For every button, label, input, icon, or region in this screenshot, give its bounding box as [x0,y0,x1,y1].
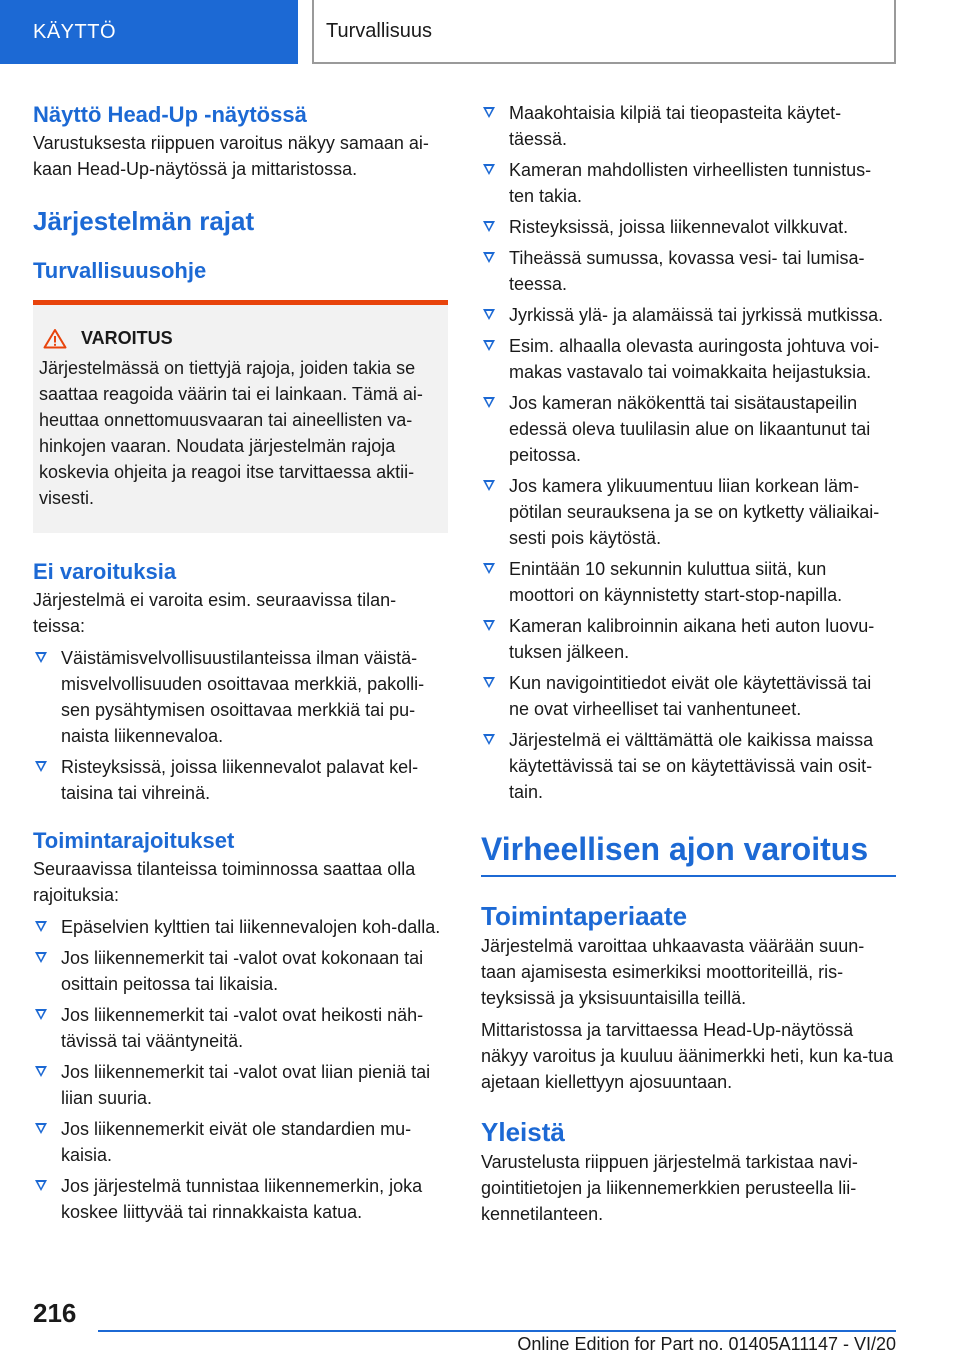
paragraph-no-warnings: Järjestelmä ei varoita esim. seuraavissa tilan-teissa: [33,590,397,636]
warning-box [33,300,448,533]
list-item [481,727,896,805]
list-item [33,914,448,940]
heading-general: Yleistä [481,1117,565,1147]
triangle-bullet-icon [35,761,47,772]
heading-principle: Toimintaperiaate [481,901,688,931]
triangle-bullet-icon [483,221,495,232]
triangle-bullet-icon [483,309,495,320]
list-item-text: Jyrkissä ylä- ja alamäissä tai jyrkissä mutkissa. [509,305,884,325]
list-item [481,245,896,297]
list-item-text: Jos liikennemerkit tai -valot ovat heikosti näh-tävissä tai vääntyneitä. [61,1005,424,1051]
list-item [481,302,896,328]
list-item-text: Järjestelmä ei välttämättä ole kaikissa maissa käytettävissä tai se on käytettävissä vain osit-tain. [509,730,874,802]
page-number: 216 [33,1298,77,1328]
triangle-bullet-icon [483,563,495,574]
list-item-text: Tiheässä sumussa, kovassa vesi- tai lumisa-teessa. [509,248,865,294]
list-item-text: Risteyksissä, joissa liikennevalot palavat kel-taisina tai vihreinä. [61,757,419,803]
list-item [481,214,896,240]
list-item-text: Jos liikennemerkit tai -valot ovat kokonaan tai osittain peitossa tai likaisia. [61,948,424,994]
list-item-text: Maakohtaisia kilpiä tai tieopasteita käytet-täessä. [509,103,842,149]
heading-safety-note: Turvallisuusohje [33,258,207,283]
paragraph-headup: Varustuksesta riippuen varoitus näkyy samaan ai-kaan Head-Up-näytössä ja mittaristossa. [33,133,429,179]
list-item-text: Jos kameran näkökenttä tai sisätaustapeilin edessä oleva tuulilasin alue on likaantunut tai peitossa. [509,393,871,465]
list-item [481,670,896,722]
list-item [33,945,448,997]
heading-function-limits: Toimintarajoitukset [33,828,235,853]
header-chapter-tab: Turvallisuus [312,0,896,64]
triangle-bullet-icon [483,480,495,491]
triangle-bullet-icon [483,734,495,745]
heading-headup-display: Näyttö Head-Up -näytössä [33,102,307,127]
heading-system-limits: Järjestelmän rajat [33,206,255,236]
no-warnings-list [33,645,448,806]
triangle-bullet-icon [483,397,495,408]
function-limits-list-continued [481,100,896,805]
triangle-bullet-icon [35,1180,47,1191]
list-item [33,1116,448,1168]
list-item [481,390,896,468]
list-item-text: Väistämisvelvollisuustilanteissa ilman väistä-misvelvollisuuden osoittavaa merkkiä, pakolli-sen pysähtymisen osoittavaa merkkiä tai pu-naista liikennevaloa. [61,648,425,746]
warning-title [39,325,440,351]
list-item [33,1002,448,1054]
list-item [481,100,896,152]
heading-wrong-way-warning: Virheellisen ajon varoitus [481,831,869,867]
paragraph-principle-2: Mittaristossa ja tarvittaessa Head-Up-näytössä näkyy varoitus ja kuuluu äänimerkki heti, kun ka-tua ajetaan kiellettyyn ajosuuntaan. [481,1020,894,1092]
warning-text: Järjestelmässä on tiettyjä rajoja, joiden takia se saattaa reagoida väärin tai ei lainkaan. Tämä ai-heuttaa onnettomuusvaaran tai aineellisten va-hinkojen vaaran. Noudata järjestelmän rajoja koskevia ohjeita ja reagoi itse tarvittaessa aktii-visesti. [39,358,423,508]
triangle-bullet-icon [483,677,495,688]
edition-note: Online Edition for Part no. 01405A11147 - VI/20 [517,1334,896,1354]
triangle-bullet-icon [35,921,47,932]
list-item-text: Jos järjestelmä tunnistaa liikennemerkin, joka koskee liittyvää tai rinnakkaista katua. [61,1176,423,1222]
list-item-text: Esim. alhaalla olevasta auringosta johtuva voi-makas vastavalo tai voimakkaita heijastuksia. [509,336,880,382]
triangle-bullet-icon [35,652,47,663]
section-divider [481,875,896,877]
list-item [33,1059,448,1111]
list-item-text: Jos kamera ylikuumentuu liian korkean läm-pötilan seurauksena ja se on kytketty väliaikai-sesti pois käytöstä. [509,476,880,548]
triangle-bullet-icon [483,107,495,118]
list-item-text: Kun navigointitiedot eivät ole käytettävissä tai ne ovat virheelliset tai vanhentuneet. [509,673,872,719]
list-item-text: Jos liikennemerkit eivät ole standardien mu-kaisia. [61,1119,412,1165]
left-column [33,100,448,1230]
warning-triangle-icon [43,328,67,349]
header-section-tab: KÄYTTÖ [0,0,298,64]
warning-title-text: VAROITUS [81,328,173,348]
list-item-text: Epäselvien kylttien tai liikennevalojen koh-dalla. [61,917,441,937]
list-item-text: Risteyksissä, joissa liikennevalot vilkkuvat. [509,217,849,237]
triangle-bullet-icon [35,1066,47,1077]
triangle-bullet-icon [483,620,495,631]
list-item [481,333,896,385]
list-item-text: Kameran kalibroinnin aikana heti auton luovu-tuksen jälkeen. [509,616,875,662]
triangle-bullet-icon [483,340,495,351]
list-item [33,754,448,806]
list-item [481,613,896,665]
function-limits-list [33,914,448,1225]
paragraph-function-limits: Seuraavissa tilanteissa toiminnossa saattaa olla rajoituksia: [33,859,416,905]
paragraph-principle-1: Järjestelmä varoittaa uhkaavasta väärään suun-taan ajamisesta esimerkiksi moottoriteillä, ris-teyksissä ja yksisuuntaisilla teillä. [481,936,865,1008]
list-item-text: Kameran mahdollisten virheellisten tunnistus-ten takia. [509,160,872,206]
triangle-bullet-icon [483,164,495,175]
heading-no-warnings: Ei varoituksia [33,559,177,584]
list-item [481,473,896,551]
footer-divider [98,1330,896,1332]
triangle-bullet-icon [35,952,47,963]
list-item [33,1173,448,1225]
triangle-bullet-icon [35,1009,47,1020]
list-item [481,556,896,608]
triangle-bullet-icon [483,252,495,263]
list-item [33,645,448,749]
triangle-bullet-icon [35,1123,47,1134]
right-column [481,100,896,1227]
list-item-text: Jos liikennemerkit tai -valot ovat liian pieniä tai liian suuria. [61,1062,431,1108]
list-item-text: Enintään 10 sekunnin kuluttua siitä, kun moottori on käynnistetty start-stop-napilla. [509,559,843,605]
list-item [481,157,896,209]
paragraph-general: Varustelusta riippuen järjestelmä tarkistaa navi-gointitietojen ja liikennemerkkien perusteella lii-kennetilanteen. [481,1152,858,1224]
